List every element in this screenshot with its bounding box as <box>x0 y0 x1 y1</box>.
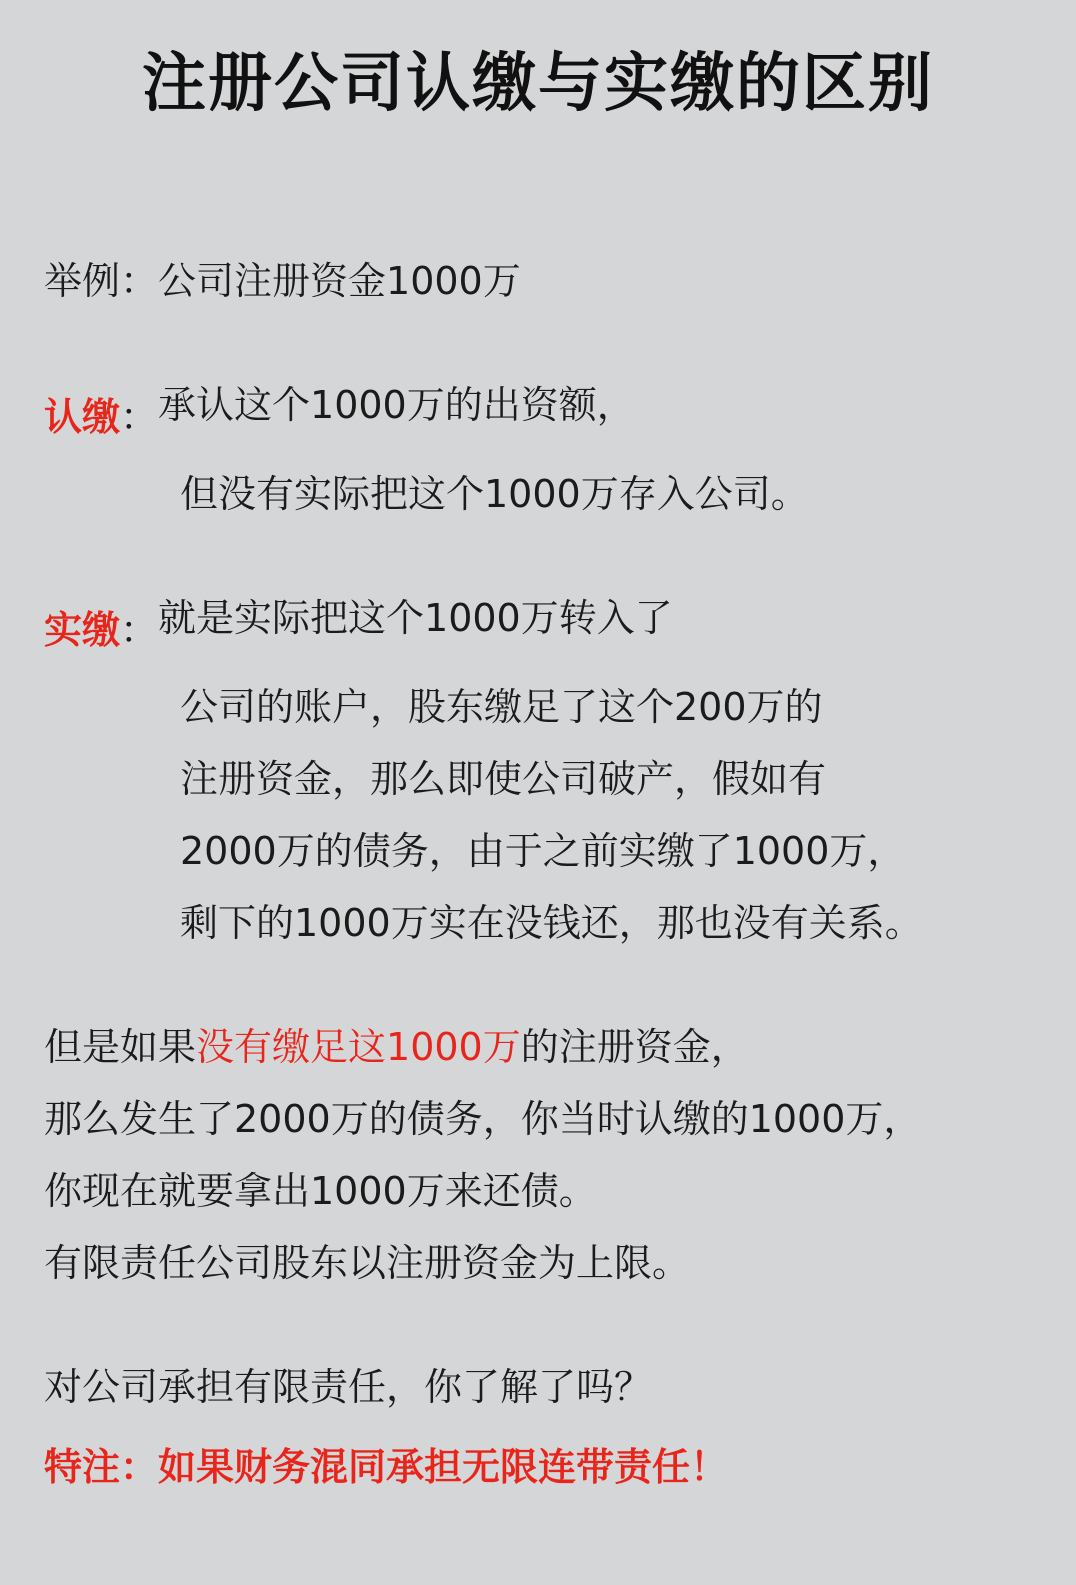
shijiao-line-1: 就是实际把这个1000万转入了 <box>158 595 673 640</box>
consequence-line-4: 有限责任公司股东以注册资金为上限。 <box>44 1240 691 1285</box>
document-body <box>0 258 1076 1491</box>
renjiao-colon: ： <box>120 394 159 439</box>
closing-question: 对公司承担有限责任，你了解了吗？ <box>44 1364 653 1409</box>
shijiao-colon: ： <box>120 607 159 652</box>
consequence-prefix: 但是如果 <box>44 1024 197 1069</box>
shijiao-paragraph <box>44 595 1032 945</box>
example-paragraph <box>44 258 1032 303</box>
consequence-paragraph <box>44 1024 1032 1285</box>
example-colon: ： <box>120 258 159 303</box>
spacer-2 <box>44 513 1032 599</box>
closing-note <box>44 1436 1032 1491</box>
consequence-line-3: 你现在就要拿出1000万来还债。 <box>44 1168 597 1213</box>
spacer-1 <box>44 300 1032 386</box>
renjiao-line-1: 承认这个1000万的出资额， <box>158 382 635 427</box>
spacer-3 <box>44 942 1032 1028</box>
example-text: 公司注册资金1000万 <box>158 258 521 303</box>
renjiao-line-2: 但没有实际把这个1000万存入公司。 <box>180 471 809 516</box>
renjiao-first-line <box>44 382 1032 441</box>
shijiao-line-3: 注册资金，那么即使公司破产，假如有 <box>180 756 827 801</box>
page-title: 注册公司认缴与实缴的区别 <box>142 47 934 121</box>
closing-note-text: 如果财务混同承担无限连带责任！ <box>158 1444 729 1489</box>
spacer-4 <box>44 1282 1032 1368</box>
closing-note-colon: ： <box>120 1444 159 1489</box>
consequence-highlight: 没有缴足这1000万 <box>196 1024 521 1069</box>
consequence-line-2: 那么发生了2000万的债务，你当时认缴的1000万， <box>44 1096 922 1141</box>
consequence-line-1 <box>44 1024 1032 1069</box>
shijiao-line-5: 剩下的1000万实在没钱还，那也没有关系。 <box>180 900 923 945</box>
shijiao-line-2: 公司的账户，股东缴足了这个200万的 <box>180 684 823 729</box>
consequence-suffix: 的注册资金， <box>520 1024 749 1069</box>
renjiao-paragraph <box>44 382 1032 516</box>
shijiao-label: 实缴 <box>44 607 121 652</box>
renjiao-label: 认缴 <box>44 394 121 439</box>
shijiao-first-line <box>44 595 1032 654</box>
shijiao-line-4: 2000万的债务，由于之前实缴了1000万， <box>180 828 906 873</box>
example-label: 举例 <box>44 258 121 303</box>
closing-paragraph <box>44 1364 1032 1491</box>
closing-note-label: 特注 <box>44 1444 121 1489</box>
